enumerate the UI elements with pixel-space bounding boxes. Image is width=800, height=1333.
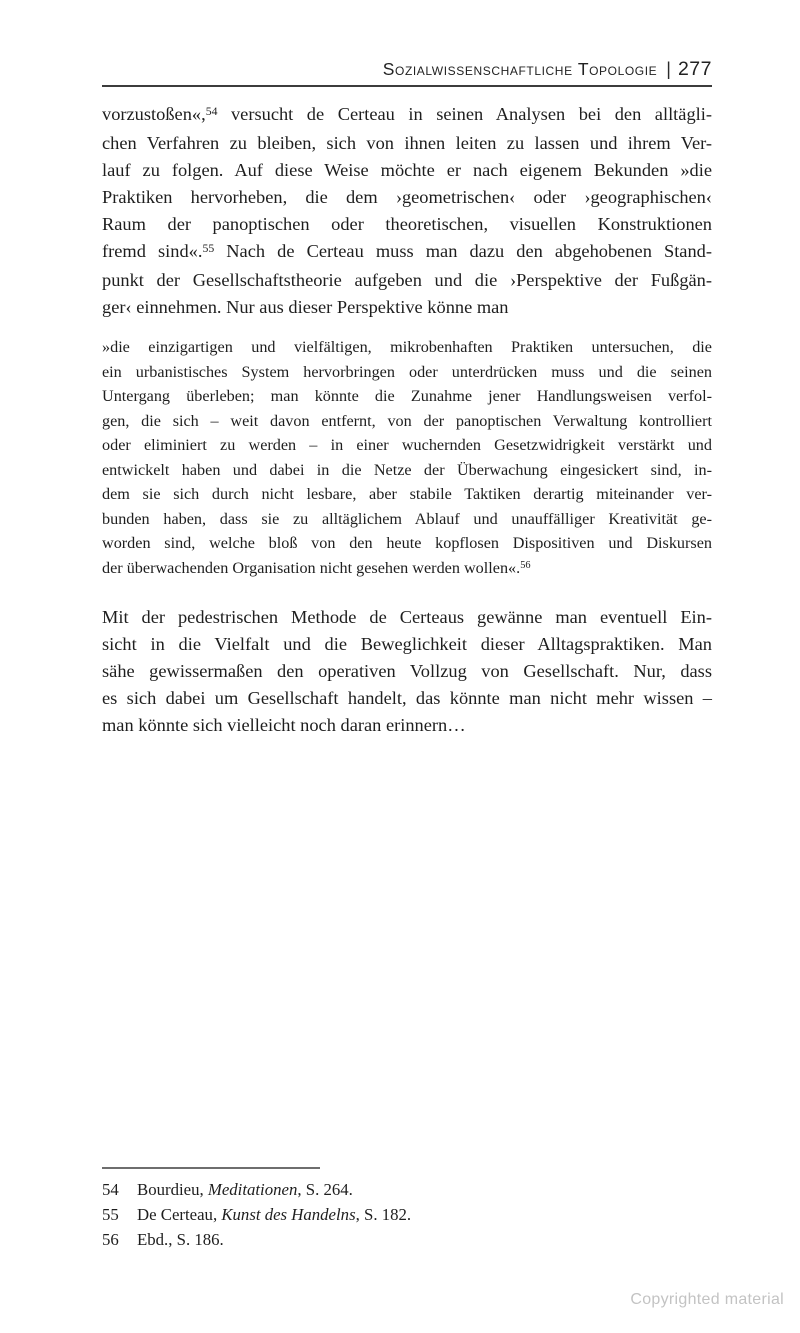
- text-line: punkt der Gesellschaftstheorie aufgeben und die ›Perspektive der Fußgän-: [102, 270, 712, 290]
- footnote-number: 54: [102, 1180, 119, 1199]
- footnotes: [102, 1177, 712, 1252]
- text-line: Raum der panoptischen oder theoretischen, visuellen Konstruktionen: [102, 214, 712, 234]
- footnote-rule: [102, 1167, 320, 1169]
- footnote-ref-54: 54: [205, 104, 218, 118]
- header-rule: [102, 85, 712, 87]
- header-separator: |: [666, 59, 671, 79]
- text-run: , S. 264.: [297, 1180, 353, 1199]
- text-column: [102, 0, 712, 739]
- cited-work-title: Meditationen: [207, 1180, 298, 1199]
- block-quote: [102, 335, 712, 583]
- text-line: dem sie sich durch nicht lesbare, aber stabile Taktiken derartig miteinander ver-: [102, 485, 712, 503]
- text-line: es sich dabei um Gesellschaft handelt, das könnte man nicht mehr wissen –: [102, 688, 712, 708]
- footnote-text: [137, 1177, 712, 1202]
- running-header: [102, 58, 712, 81]
- text-line: Untergang überleben; man könnte die Zunahme jener Handlungsweisen verfol-: [102, 387, 712, 405]
- text-run: , S. 182.: [355, 1205, 412, 1224]
- text-run: Nach de Certeau muss man dazu den abgehobenen Stand-: [214, 241, 712, 261]
- text-run: Ebd., S. 186.: [137, 1230, 224, 1249]
- text-line: bunden haben, dass sie zu alltäglichem Ablauf und unauffälliger Kreativität ge-: [102, 509, 712, 528]
- footnote-55: [102, 1202, 712, 1227]
- footnote-text: [137, 1202, 712, 1227]
- text-line: ein urbanistisches System hervorbringen oder unterdrücken muss und die seinen: [102, 362, 712, 381]
- text-line: »die einzigartigen und vielfältigen, mikrobenhaften Praktiken untersuchen, die: [102, 338, 712, 356]
- footnote-54: [102, 1177, 712, 1202]
- text-run: versucht de Certeau in seinen Analysen bei den alltägli-: [217, 104, 712, 124]
- text-line: entwickelt haben und dabei in die Netze der Überwachung eingesickert sind, in-: [102, 460, 712, 479]
- footnote-ref-55: 55: [202, 241, 215, 255]
- text-line: worden sind, welche bloß von den heute kopflosen Dispositiven und Diskursen: [102, 534, 712, 552]
- text-line: [102, 556, 712, 584]
- footnote-56: [102, 1227, 712, 1252]
- text-run: Bourdieu,: [137, 1180, 208, 1199]
- text-line: sicht in die Vielfalt und die Beweglichkeit dieser Alltagspraktiken. Man: [102, 634, 712, 654]
- text-line: oder eliminiert zu werden – in einer wuchernden Gesetzwidrigkeit verstärkt und: [102, 436, 712, 454]
- text-line: sähe gewissermaßen den operativen Vollzug von Gesellschaft. Nur, dass: [102, 661, 712, 681]
- text-line: man könnte sich vielleicht noch daran erinnern…: [102, 715, 466, 735]
- text-line: [102, 101, 712, 130]
- text-run: De Certeau,: [137, 1205, 222, 1224]
- paragraph-1: [102, 101, 712, 321]
- page-title: Sozialwissenschaftliche Topologie: [382, 59, 658, 79]
- text-line: lauf zu folgen. Auf diese Weise möchte er nach eigenem Bekunden »die: [102, 160, 712, 180]
- cited-work-title: Kunst des Handelns: [221, 1205, 356, 1224]
- page-number: 277: [677, 58, 712, 80]
- footnote-ref-56: 56: [520, 559, 531, 571]
- footnote-text: [137, 1227, 712, 1252]
- footnote-number: 55: [102, 1205, 119, 1224]
- text-run: fremd sind«.: [102, 241, 203, 261]
- text-line: ger‹ einnehmen. Nur aus dieser Perspektive könne man: [102, 297, 509, 317]
- footnote-number: 56: [102, 1230, 119, 1249]
- text-line: gen, die sich – weit davon entfernt, von der panoptischen Verwaltung kontrolliert: [102, 411, 712, 430]
- text-line: Praktiken hervorheben, die dem ›geometrischen‹ oder ›geographischen‹: [102, 187, 712, 207]
- text-run: der überwachenden Organisation nicht gesehen werden wollen«.: [102, 558, 521, 577]
- copyright-watermark: Copyrighted material: [630, 1291, 784, 1308]
- text-line: chen Verfahren zu bleiben, sich von ihnen leiten zu lassen und ihrem Ver-: [102, 133, 712, 153]
- text-line: [102, 238, 712, 267]
- paragraph-2: [102, 604, 712, 739]
- text-line: Mit der pedestrischen Methode de Certeaus gewänne man eventuell Ein-: [102, 607, 712, 627]
- text-run: vorzustoßen«,: [102, 104, 206, 124]
